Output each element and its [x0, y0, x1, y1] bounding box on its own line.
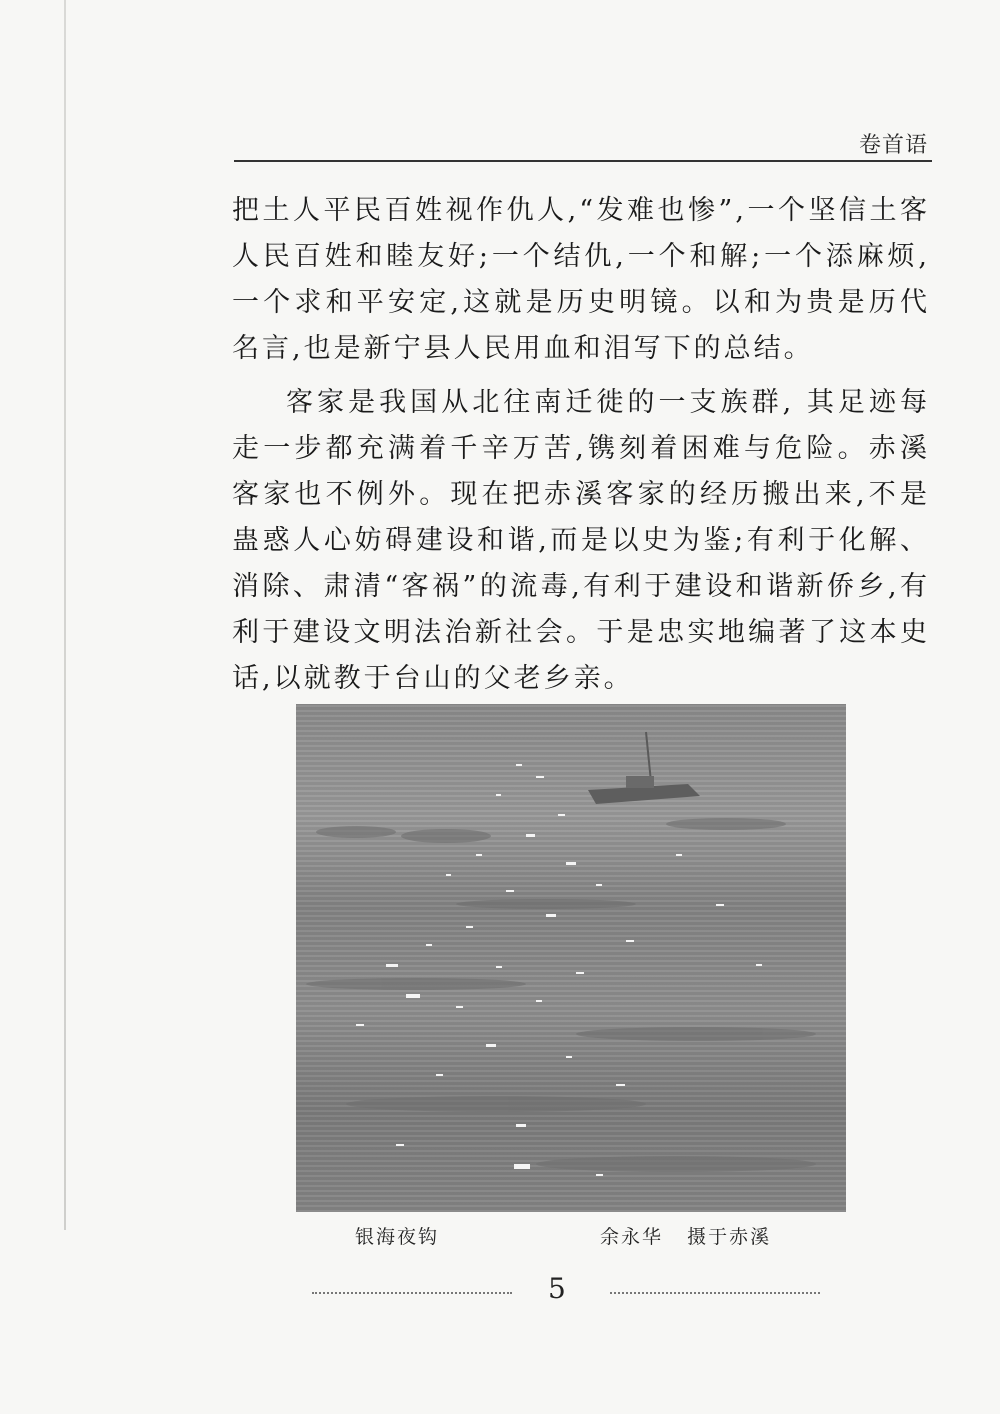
running-header-title: 卷首语 — [858, 133, 928, 158]
wave-bands — [306, 818, 816, 1172]
photo-caption-title: 银海夜钩 — [355, 1226, 440, 1248]
fishing-boat — [588, 732, 700, 804]
photo-illustration — [296, 704, 846, 1212]
sea-night-fishing-photo — [296, 704, 846, 1212]
body-text — [232, 188, 930, 702]
page-number: 5 — [548, 1272, 566, 1305]
body-paragraph-1: 把土人平民百姓视作仇人,“发难也惨”,一个坚信土客人民百姓和睦友好;一个结仇,一个和解;一个添麻烦,一个求和平安定,这就是历史明镜。以和为贵是历代名言,也是新宁县人民用血和泪写下的总结。 — [232, 195, 930, 364]
body-paragraph-2: 客家是我国从北往南迁徙的一支族群, 其足迹每走一步都充满着千辛万苦,镌刻着困难与危险。赤溪客家也不例外。现在把赤溪客家的经历搬出来,不是蛊惑人心妨碍建设和谐,而是以史为鉴;有利于化解、消除、肃清“客祸”的流毒,有利于建设和谐新侨乡,有利于建设文明法治新社会。于是忠实地编著了这本史话,以就教于台山的父老乡亲。 — [232, 387, 930, 694]
page-spine-shadow — [64, 0, 66, 1230]
footer-rule-left — [312, 1292, 512, 1294]
photo-caption-credit: 余永华 摄于赤溪 — [600, 1226, 772, 1248]
header-rule — [234, 160, 932, 162]
footer-rule-right — [610, 1292, 820, 1294]
